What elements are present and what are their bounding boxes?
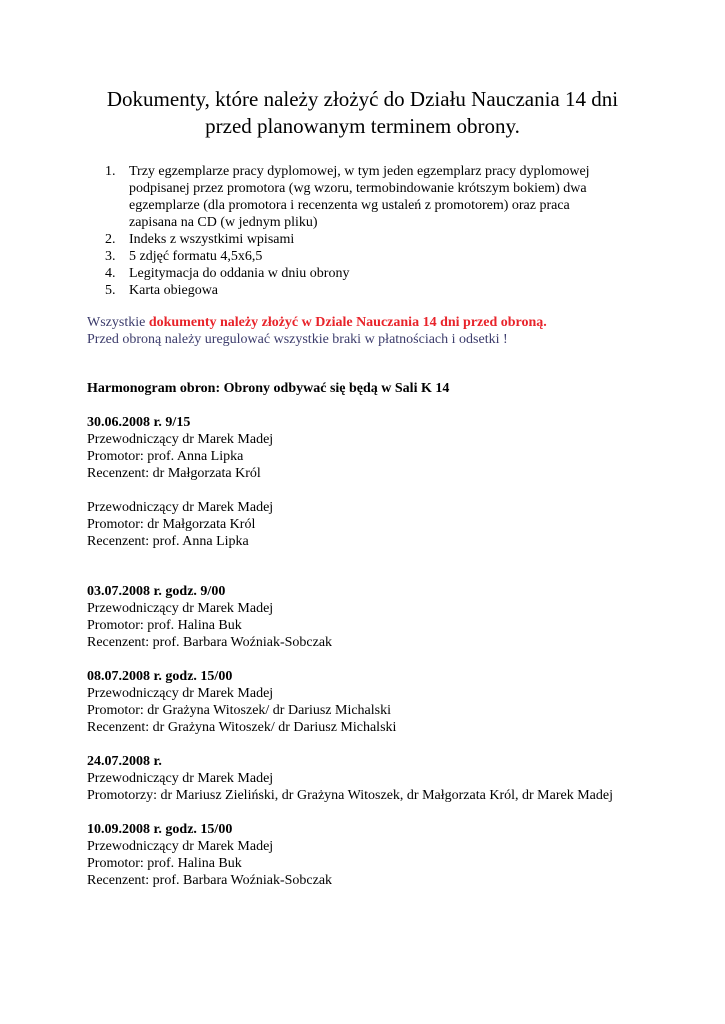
notice-paragraph	[87, 314, 687, 348]
requirements-list	[105, 163, 645, 299]
schedule-row: Promotor: prof. Anna Lipka	[87, 449, 244, 464]
schedule-block	[87, 414, 707, 482]
schedule-row: Recenzent: prof. Barbara Woźniak-Sobczak	[87, 873, 333, 888]
notice-line-2: Przed obroną należy uregulować wszystkie braki w płatnościach i odsetki !	[87, 332, 508, 347]
schedule-block	[87, 499, 707, 550]
requirement-text-line: zapisana na CD (w jednym pliku)	[129, 215, 318, 230]
schedule-row: Przewodniczący dr Marek Madej	[87, 771, 274, 786]
requirement-item	[105, 163, 645, 231]
document-title-line-1: Dokumenty, które należy złożyć do Działu Nauczania 14 dni	[106, 87, 619, 111]
schedule-row: Promotor: dr Grażyna Witoszek/ dr Dariusz Michalski	[87, 703, 391, 718]
notice-line-1	[87, 314, 687, 331]
requirement-number: 3.	[105, 249, 116, 264]
schedule-row: Promotor: prof. Halina Buk	[87, 618, 242, 633]
schedule-row: Przewodniczący dr Marek Madej	[87, 839, 274, 854]
schedule-row: Przewodniczący dr Marek Madej	[87, 432, 274, 447]
schedule-date: 03.07.2008 r. godz. 9/00	[87, 584, 226, 599]
requirement-number: 2.	[105, 232, 116, 247]
schedule-row: Promotor: prof. Halina Buk	[87, 856, 242, 871]
requirement-number: 4.	[105, 266, 116, 281]
requirement-item	[105, 282, 645, 299]
requirement-item	[105, 231, 645, 248]
requirement-number: 5.	[105, 283, 116, 298]
schedule-date: 30.06.2008 r. 9/15	[87, 415, 191, 430]
requirement-text-line: Trzy egzemplarze pracy dyplomowej, w tym jeden egzemplarz pracy dyplomowej	[129, 164, 590, 179]
requirement-text-line: 5 zdjęć formatu 4,5x6,5	[129, 249, 263, 264]
schedule-row: Recenzent: dr Grażyna Witoszek/ dr Dariusz Michalski	[87, 720, 397, 735]
schedule-block	[87, 753, 707, 804]
requirement-text-line: Legitymacja do oddania w dniu obrony	[129, 266, 350, 281]
requirement-item	[105, 265, 645, 282]
requirement-number: 1.	[105, 164, 116, 179]
schedule-date: 08.07.2008 r. godz. 15/00	[87, 669, 233, 684]
schedule-block	[87, 583, 707, 651]
requirement-text-line: egzemplarze (dla promotora i recenzenta wg ustaleń z promotorem) oraz praca	[129, 198, 570, 213]
schedule-heading: Harmonogram obron: Obrony odbywać się będą w Sali K 14	[87, 381, 450, 396]
notice-prefix: Wszystkie	[87, 315, 149, 330]
document-title	[60, 86, 665, 140]
schedule-row: Promotor: dr Małgorzata Król	[87, 517, 256, 532]
schedule-row: Promotorzy: dr Mariusz Zieliński, dr Grażyna Witoszek, dr Małgorzata Król, dr Marek Madej	[87, 788, 613, 803]
schedule-row: Przewodniczący dr Marek Madej	[87, 500, 274, 515]
requirement-text-line: podpisanej przez promotora (wg wzoru, termobindowanie krótszym bokiem) dwa	[129, 181, 587, 196]
schedule-row: Recenzent: prof. Barbara Woźniak-Sobczak	[87, 635, 333, 650]
schedule-row: Przewodniczący dr Marek Madej	[87, 601, 274, 616]
schedule-date: 10.09.2008 r. godz. 15/00	[87, 822, 233, 837]
schedule-block	[87, 821, 707, 889]
schedule-date: 24.07.2008 r.	[87, 754, 162, 769]
notice-highlight: dokumenty należy złożyć w Dziale Nauczania 14 dni przed obroną.	[148, 315, 547, 330]
schedule-block	[87, 668, 707, 736]
requirement-text-line: Karta obiegowa	[129, 283, 219, 298]
schedule-blocks	[87, 414, 707, 889]
requirement-text-line: Indeks z wszystkimi wpisami	[129, 232, 295, 247]
schedule-row: Recenzent: prof. Anna Lipka	[87, 534, 249, 549]
requirement-item	[105, 248, 645, 265]
schedule-row: Recenzent: dr Małgorzata Król	[87, 466, 261, 481]
schedule-row: Przewodniczący dr Marek Madej	[87, 686, 274, 701]
document-title-line-2: przed planowanym terminem obrony.	[205, 114, 520, 138]
